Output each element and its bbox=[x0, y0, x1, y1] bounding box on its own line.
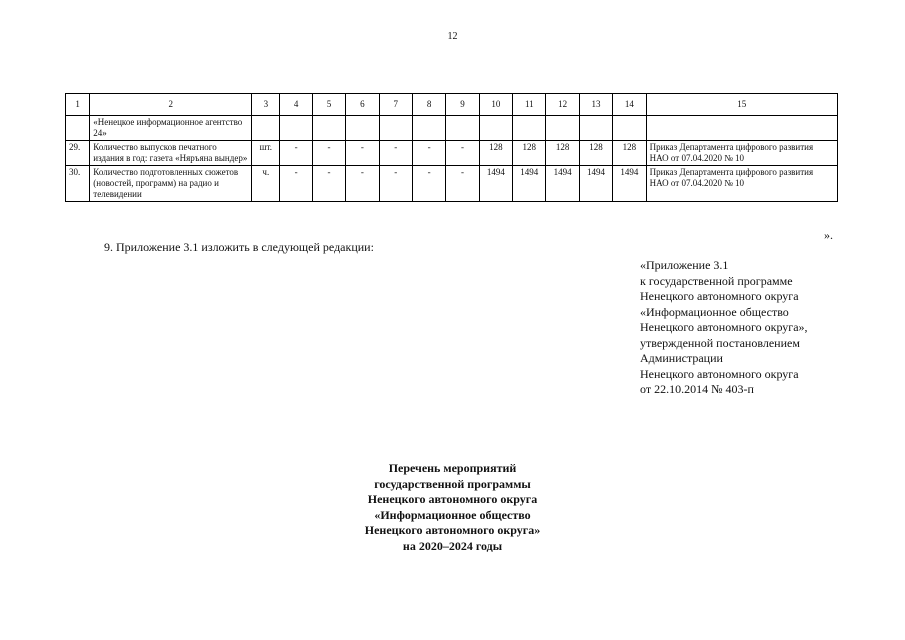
value-cell: - bbox=[446, 141, 479, 166]
value-cell: 1494 bbox=[513, 166, 546, 202]
value-cell: - bbox=[280, 141, 312, 166]
column-header: 11 bbox=[513, 94, 546, 116]
document-title-line: Перечень мероприятий bbox=[388, 461, 517, 475]
closing-quote: ». bbox=[824, 228, 833, 242]
amendment-item-9: 9. Приложение 3.1 изложить в следующей редакции: bbox=[104, 240, 374, 254]
value-cell bbox=[546, 116, 579, 141]
value-cell bbox=[412, 116, 445, 141]
value-cell bbox=[346, 116, 379, 141]
indicator-name: Количество подготовленных сюжетов (новостей, программ) на радио и телевидении bbox=[90, 166, 252, 202]
value-cell: - bbox=[412, 166, 445, 202]
appendix-header-line: Ненецкого автономного округа bbox=[640, 366, 799, 381]
unit-cell bbox=[252, 116, 280, 141]
row-number: 30. bbox=[66, 166, 90, 202]
unit-cell: ч. bbox=[252, 166, 280, 202]
appendix-header-line: к государственной программе bbox=[640, 273, 793, 288]
appendix-header-line: Ненецкого автономного округа bbox=[640, 289, 799, 303]
value-cell bbox=[513, 116, 546, 141]
appendix-header-line: от 22.10.2014 № 403-п bbox=[640, 382, 754, 396]
appendix-header-line: «Приложение 3.1 bbox=[640, 258, 729, 272]
document-title-line: «Информационное общество bbox=[374, 507, 531, 522]
indicators-table bbox=[65, 93, 838, 202]
appendix-header-line: утвержденной постановлением bbox=[640, 335, 800, 350]
value-cell: - bbox=[379, 166, 412, 202]
column-header: 1 bbox=[66, 94, 90, 116]
column-header: 13 bbox=[579, 94, 612, 116]
value-cell bbox=[379, 116, 412, 141]
value-cell: - bbox=[312, 141, 345, 166]
column-header: 4 bbox=[280, 94, 312, 116]
indicator-name: Количество выпусков печатного издания в год: газета «Няръяна вындер» bbox=[90, 141, 252, 166]
column-header: 10 bbox=[479, 94, 512, 116]
value-cell: - bbox=[346, 141, 379, 166]
value-cell bbox=[446, 116, 479, 141]
value-cell: 1494 bbox=[613, 166, 646, 202]
value-cell: 128 bbox=[579, 141, 612, 166]
source-cell: Приказ Департамента цифрового развития НАО от 07.04.2020 № 10 bbox=[646, 166, 837, 202]
appendix-header-line: Ненецкого автономного округа», bbox=[640, 320, 808, 334]
column-header: 5 bbox=[312, 94, 345, 116]
value-cell: 1494 bbox=[546, 166, 579, 202]
value-cell: - bbox=[412, 141, 445, 166]
value-cell: - bbox=[346, 166, 379, 202]
column-header: 12 bbox=[546, 94, 579, 116]
value-cell bbox=[312, 116, 345, 141]
table-row bbox=[66, 166, 838, 202]
value-cell: 1494 bbox=[479, 166, 512, 202]
table-row bbox=[66, 141, 838, 166]
table-row bbox=[66, 116, 838, 141]
value-cell bbox=[479, 116, 512, 141]
page-number: 12 bbox=[447, 31, 458, 42]
value-cell: 128 bbox=[613, 141, 646, 166]
column-header: 14 bbox=[613, 94, 646, 116]
column-header: 7 bbox=[379, 94, 412, 116]
unit-cell: шт. bbox=[252, 141, 280, 166]
value-cell: 128 bbox=[546, 141, 579, 166]
source-cell: Приказ Департамента цифрового развития НАО от 07.04.2020 № 10 bbox=[646, 141, 837, 166]
column-header: 8 bbox=[412, 94, 445, 116]
column-header: 2 bbox=[90, 94, 252, 116]
document-title-line: на 2020–2024 годы bbox=[402, 538, 503, 553]
value-cell bbox=[613, 116, 646, 141]
column-header: 9 bbox=[446, 94, 479, 116]
value-cell: - bbox=[379, 141, 412, 166]
value-cell: - bbox=[312, 166, 345, 202]
source-cell bbox=[646, 116, 837, 141]
table-header-row bbox=[66, 94, 838, 116]
column-header: 6 bbox=[346, 94, 379, 116]
row-number bbox=[66, 116, 90, 141]
value-cell: 1494 bbox=[579, 166, 612, 202]
appendix-header-line: «Информационное общество bbox=[640, 304, 789, 319]
value-cell: 128 bbox=[513, 141, 546, 166]
appendix-header-line: Администрации bbox=[640, 351, 723, 365]
document-title-line: Ненецкого автономного округа» bbox=[364, 523, 541, 537]
value-cell: - bbox=[280, 166, 312, 202]
indicator-name: «Ненецкое информационное агентство 24» bbox=[90, 116, 252, 141]
column-header: 3 bbox=[252, 94, 280, 116]
document-title bbox=[300, 461, 605, 554]
document-title-line: государственной программы bbox=[374, 476, 531, 491]
row-number: 29. bbox=[66, 141, 90, 166]
value-cell bbox=[280, 116, 312, 141]
document-title-line: Ненецкого автономного округа bbox=[367, 492, 538, 506]
value-cell: - bbox=[446, 166, 479, 202]
value-cell: 128 bbox=[479, 141, 512, 166]
column-header: 15 bbox=[646, 94, 837, 116]
appendix-header bbox=[640, 258, 808, 398]
value-cell bbox=[579, 116, 612, 141]
